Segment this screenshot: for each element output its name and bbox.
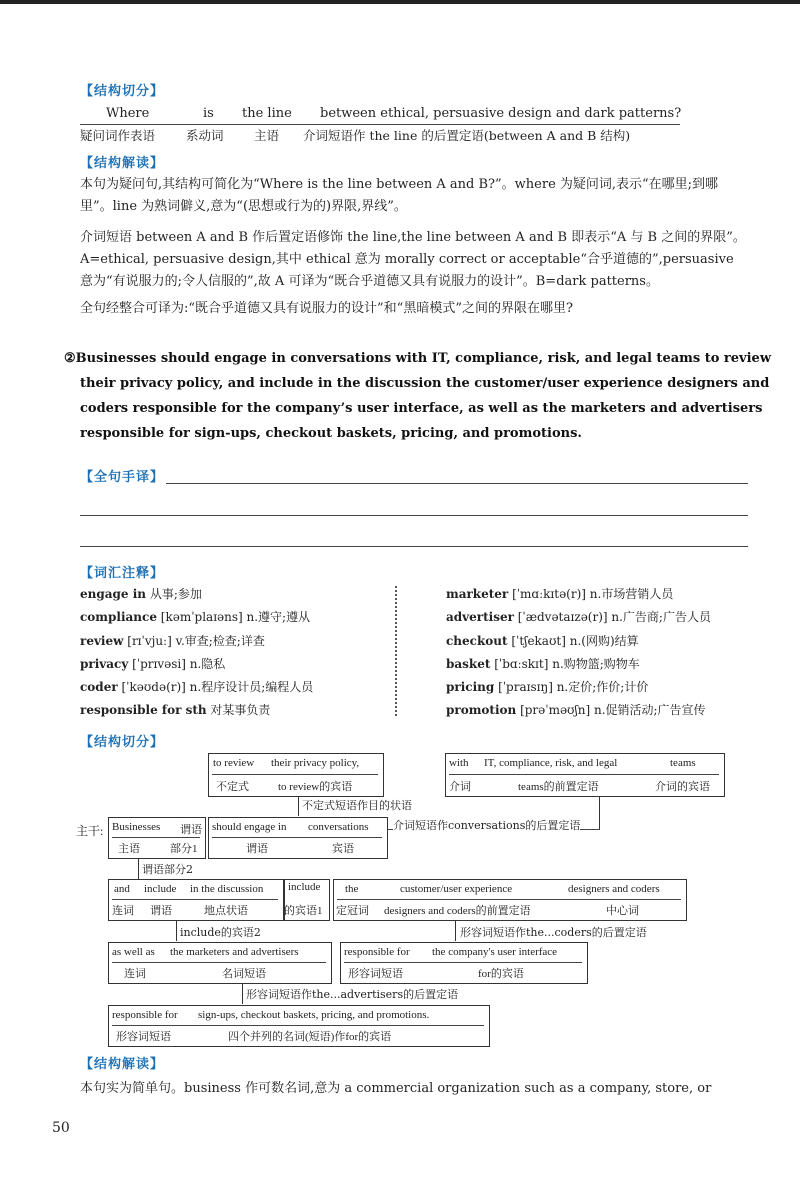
- b8-t1: as well as: [112, 946, 155, 958]
- final-paragraph: 本句实为简单句。business 作可数名词,意为 a commercial organization such as a company, store, or: [80, 1081, 712, 1096]
- b1-t2: their privacy policy,: [271, 757, 360, 769]
- b8-s2: 名词短语: [222, 968, 266, 980]
- b7-s2: designers and coders的前置定语: [384, 905, 531, 917]
- b4-t1: should engage in: [212, 821, 287, 833]
- b6-s1: 的宾语1: [284, 905, 323, 917]
- word-the-line: the line: [242, 106, 292, 121]
- top-rule: [0, 0, 800, 4]
- main-label: 主干:: [76, 824, 104, 838]
- b8-rule: [112, 962, 326, 963]
- b4-s1: 谓语: [246, 843, 268, 855]
- b8-s1: 连词: [124, 968, 146, 980]
- vocab-item: basket [ˈbɑːskɪt] n.购物篮;购物车: [446, 656, 640, 671]
- structure-split-label: 【结构切分】: [80, 84, 165, 99]
- b6-t1: include: [288, 881, 321, 893]
- vocab-item: marketer [ˈmɑːkɪtə(r)] n.市场营销人员: [446, 587, 674, 601]
- arrow-1-label: 不定式短语作目的状语: [302, 799, 412, 812]
- arrow-3-line: [138, 858, 139, 879]
- b2-s3: 介词的宾语: [655, 781, 710, 793]
- structure-split-label-2: 【结构切分】: [80, 735, 165, 750]
- paragraph-3: 全句经整合可译为:“既合乎道德又具有说服力的设计”和“黑暗模式”之间的界限在哪里?: [80, 301, 573, 316]
- b5-s1: 连词: [112, 905, 134, 917]
- translation-line-1[interactable]: [166, 483, 748, 484]
- b1-s2: to review的宾语: [278, 781, 353, 793]
- b2-t2: IT, compliance, risk, and legal: [484, 757, 618, 769]
- arrow-4-label: include的宾语2: [180, 926, 261, 939]
- vocab-item: compliance [kəmˈplaɪəns] n.遵守;遵从: [80, 610, 311, 625]
- paragraph-2: 介词短语 between A and B 作后置定语修饰 the line,the line between A and B 即表示“A 与 B 之间的界限”。A=ethical, persuasive design,其中 ethical 意为 morally correct or acceptable“合乎道德的”,persuasive 意为“有说服力的;令人信服的”,故 A 可译为“既合乎道德又具有说服力的设计”。B=dark patterns。: [80, 230, 746, 289]
- arrow-2-riser: [599, 796, 600, 829]
- b3-s2: 部分1: [170, 843, 198, 855]
- vocab-right-list: [446, 583, 711, 723]
- b10-rule: [112, 1025, 484, 1026]
- b2-s1: 介词: [449, 781, 471, 793]
- vocab-item: checkout [ˈtʃekaʊt] n.(网购)结算: [446, 633, 639, 648]
- translation-line-3[interactable]: [80, 546, 748, 547]
- b5-s3: 地点状语: [204, 905, 248, 917]
- b1-t1: to review: [213, 757, 255, 769]
- vocab-item: privacy [ˈprɪvəsi] n.隐私: [80, 656, 226, 671]
- b5-rule: [112, 899, 278, 900]
- vocab-item: responsible for sth 对某事负责: [80, 703, 271, 718]
- b10-s1: 形容词短语: [116, 1031, 171, 1043]
- b9-rule: [344, 962, 582, 963]
- b2-rule: [449, 774, 719, 775]
- vocab-left-list: [80, 583, 313, 723]
- b3-s1: 主语: [118, 843, 140, 855]
- arrow-6-label: 形容词短语作the...advertisers的后置定语: [246, 988, 459, 1001]
- b7-t3: designers and coders: [568, 883, 660, 895]
- vocab-item: promotion [prəˈməʊʃn] n.促销活动;广告宣传: [446, 703, 706, 718]
- sentence2-line-1: ②Businesses should engage in conversations with IT, compliance, risk, and legal teams to review: [64, 351, 772, 366]
- b4-rule: [212, 837, 382, 838]
- structure-read-label-2: 【结构解读】: [80, 1057, 165, 1072]
- vocab-item: coder [ˈkəʊdə(r)] n.程序设计员;编程人员: [80, 680, 314, 695]
- b3-t1: Businesses: [112, 821, 161, 833]
- b10-s2: 四个并列的名词(短语)作for的宾语: [228, 1031, 392, 1043]
- b5-t2: include: [144, 883, 177, 895]
- b3-rule: [112, 837, 200, 838]
- b4-t2: conversations: [308, 821, 369, 833]
- b2-t3: teams: [670, 757, 696, 769]
- vocab-divider: [395, 586, 403, 716]
- paragraph-1: 本句为疑问句,其结构可简化为“Where is the line between A and B?”。where 为疑问词,表示“在哪里;到哪里”。line 为熟词僻义,意为“(思想或行为的)界限,界线”。: [80, 177, 719, 214]
- arrow-1-line: [298, 796, 299, 816]
- translation-line-2[interactable]: [80, 515, 748, 516]
- vocab-item: review [rɪˈvjuː] v.审查;检查;详查: [80, 633, 265, 648]
- b7-s1: 定冠词: [336, 905, 369, 917]
- b4-s2: 宾语: [332, 843, 354, 855]
- b10-t1: responsible for: [112, 1009, 178, 1021]
- word-is: is: [203, 106, 214, 121]
- arrow-5-line: [455, 920, 456, 941]
- role-is: 系动词: [186, 128, 224, 143]
- b7-s3: 中心词: [606, 905, 639, 917]
- arrow-3-label: 谓语部分2: [142, 863, 193, 876]
- b2-s2: teams的前置定语: [518, 781, 599, 793]
- sentence2-line-2: their privacy policy, and include in the discussion the customer/user experience designers and: [80, 376, 770, 391]
- word-where: Where: [106, 106, 150, 121]
- b8-t2: the marketers and advertisers: [170, 946, 299, 958]
- b9-s2: for的宾语: [478, 968, 524, 980]
- b9-t1: responsible for: [344, 946, 410, 958]
- b5-t1: and: [114, 883, 130, 895]
- translation-label: 【全句手译】: [80, 470, 165, 485]
- b1-rule: [212, 774, 378, 775]
- b7-t1: the: [345, 883, 359, 895]
- b10-t2: sign-ups, checkout baskets, pricing, and promotions.: [198, 1009, 430, 1021]
- b1-s1: 不定式: [216, 781, 249, 793]
- b2-t1: with: [449, 757, 469, 769]
- vocab-item: engage in 从事;参加: [80, 587, 202, 601]
- arrow-6-line: [242, 983, 243, 1004]
- role-the-line: 主语: [254, 128, 280, 143]
- arrow-5-label: 形容词短语作the...coders的后置定语: [460, 926, 647, 939]
- b9-t2: the company's user interface: [432, 946, 558, 958]
- b7-rule: [337, 899, 681, 900]
- split-underline: [80, 124, 680, 125]
- b3-t2: 谓语: [180, 824, 202, 836]
- structure-read-label: 【结构解读】: [80, 156, 165, 171]
- sentence2-line-4: responsible for sign-ups, checkout baskets, pricing, and promotions.: [80, 426, 582, 441]
- b9-s1: 形容词短语: [348, 968, 403, 980]
- arrow-4-line: [176, 920, 177, 941]
- arrow-2-label: 介词短语作conversations的后置定语: [393, 819, 581, 832]
- sentence2-line-3: coders responsible for the company’s user interface, as well as the marketers and advertisers: [80, 401, 763, 416]
- role-where: 疑问词作表语: [80, 128, 156, 143]
- vocab-item: pricing [ˈpraɪsɪŋ] n.定价;作价;计价: [446, 680, 649, 695]
- vocab-item: advertiser [ˈædvətaɪzə(r)] n.广告商;广告人员: [446, 610, 711, 625]
- b5-t3: in the discussion: [190, 883, 264, 895]
- role-between: 介词短语作 the line 的后置定语(between A and B 结构): [303, 128, 631, 143]
- vocab-label: 【词汇注释】: [80, 566, 165, 581]
- page-number: 50: [52, 1120, 70, 1136]
- b7-t2: customer/user experience: [400, 883, 513, 895]
- b5-s2: 谓语: [150, 905, 172, 917]
- word-between: between ethical, persuasive design and dark patterns?: [320, 106, 682, 121]
